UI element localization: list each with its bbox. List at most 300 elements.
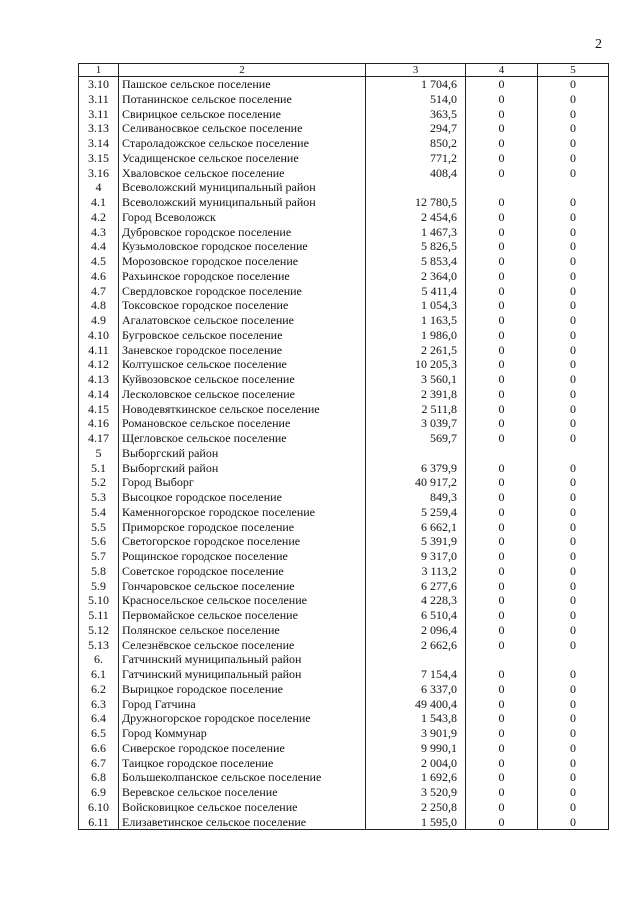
col5-value: 0 [538, 92, 609, 107]
col4-value [466, 180, 538, 195]
row-number: 3.15 [79, 151, 119, 166]
col4-value: 0 [466, 711, 538, 726]
row-number: 5.1 [79, 461, 119, 476]
settlement-name: Щегловское сельское поселение [119, 431, 366, 446]
col4-value: 0 [466, 800, 538, 815]
row-number: 4.3 [79, 225, 119, 240]
row-number: 5.10 [79, 593, 119, 608]
amount: 3 113,2 [366, 564, 466, 579]
amount: 2 662,6 [366, 638, 466, 653]
col5-value: 0 [538, 741, 609, 756]
header-col-2: 2 [119, 64, 366, 77]
settlement-name: Всеволожский муниципальный район [119, 195, 366, 210]
table-row [79, 475, 609, 490]
settlement-name: Селиваносвкое сельское поселение [119, 121, 366, 136]
col4-value: 0 [466, 387, 538, 402]
col5-value: 0 [538, 667, 609, 682]
settlement-name: Выборгский район [119, 446, 366, 461]
row-number: 6.8 [79, 770, 119, 785]
table-row [79, 756, 609, 771]
row-number: 6.3 [79, 697, 119, 712]
col4-value: 0 [466, 579, 538, 594]
col5-value: 0 [538, 298, 609, 313]
settlement-name: Войсковицкое сельское поселение [119, 800, 366, 815]
settlement-name: Высоцкое городское поселение [119, 490, 366, 505]
amount: 5 826,5 [366, 239, 466, 254]
row-number: 5 [79, 446, 119, 461]
col5-value: 0 [538, 549, 609, 564]
table-row [79, 579, 609, 594]
settlement-name: Рощинское городское поселение [119, 549, 366, 564]
amount: 5 853,4 [366, 254, 466, 269]
col5-value: 0 [538, 638, 609, 653]
table-row [79, 800, 609, 815]
settlement-name: Город Выборг [119, 475, 366, 490]
col5-value: 0 [538, 697, 609, 712]
row-number: 6.10 [79, 800, 119, 815]
settlement-name: Рахьинское городское поселение [119, 269, 366, 284]
settlement-name: Новодевяткинское сельское поселение [119, 402, 366, 417]
col4-value: 0 [466, 298, 538, 313]
amount: 3 901,9 [366, 726, 466, 741]
col4-value: 0 [466, 608, 538, 623]
row-number: 5.8 [79, 564, 119, 579]
row-number: 4.17 [79, 431, 119, 446]
settlement-name: Всеволожский муниципальный район [119, 180, 366, 195]
row-number: 4.12 [79, 357, 119, 372]
row-number: 5.4 [79, 505, 119, 520]
col5-value: 0 [538, 77, 609, 92]
col4-value: 0 [466, 564, 538, 579]
col4-value: 0 [466, 151, 538, 166]
amount: 5 259,4 [366, 505, 466, 520]
row-number: 4.8 [79, 298, 119, 313]
settlement-name: Полянское сельское поселение [119, 623, 366, 638]
settlement-name: Приморское городское поселение [119, 520, 366, 535]
col5-value: 0 [538, 313, 609, 328]
settlement-name: Свирицкое сельское поселение [119, 107, 366, 122]
row-number: 6.9 [79, 785, 119, 800]
amount: 1 704,6 [366, 77, 466, 92]
table-row [79, 682, 609, 697]
row-number: 6.6 [79, 741, 119, 756]
settlement-name: Усадищенское сельское поселение [119, 151, 366, 166]
amount: 1 163,5 [366, 313, 466, 328]
amount: 849,3 [366, 490, 466, 505]
col5-value: 0 [538, 726, 609, 741]
amount: 363,5 [366, 107, 466, 122]
row-number: 3.11 [79, 107, 119, 122]
col4-value: 0 [466, 416, 538, 431]
table-row [79, 490, 609, 505]
settlement-name: Веревское сельское поселение [119, 785, 366, 800]
amount: 5 411,4 [366, 284, 466, 299]
row-number: 6.4 [79, 711, 119, 726]
settlement-name: Свердловское городское поселение [119, 284, 366, 299]
settlement-name: Таицкое городское поселение [119, 756, 366, 771]
col4-value: 0 [466, 697, 538, 712]
settlement-name: Город Гатчина [119, 697, 366, 712]
col5-value: 0 [538, 431, 609, 446]
col5-value: 0 [538, 682, 609, 697]
table-row [79, 711, 609, 726]
col4-value: 0 [466, 166, 538, 181]
amount: 2 250,8 [366, 800, 466, 815]
col5-value: 0 [538, 593, 609, 608]
col5-value: 0 [538, 402, 609, 417]
row-number: 4.6 [79, 269, 119, 284]
col5-value: 0 [538, 608, 609, 623]
settlement-name: Староладожское сельское поселение [119, 136, 366, 151]
row-number: 6. [79, 652, 119, 667]
settlement-name: Куйвозовское сельское поселение [119, 372, 366, 387]
amount: 40 917,2 [366, 475, 466, 490]
settlement-name: Гатчинский муниципальный район [119, 667, 366, 682]
amount: 2 454,6 [366, 210, 466, 225]
col5-value: 0 [538, 254, 609, 269]
data-table [78, 63, 609, 830]
table-row [79, 564, 609, 579]
table-row [79, 225, 609, 240]
amount: 2 004,0 [366, 756, 466, 771]
col4-value: 0 [466, 520, 538, 535]
table-row [79, 372, 609, 387]
settlement-name: Город Коммунар [119, 726, 366, 741]
row-number: 6.11 [79, 815, 119, 830]
col4-value: 0 [466, 107, 538, 122]
col4-value: 0 [466, 505, 538, 520]
row-number: 6.1 [79, 667, 119, 682]
header-col-4: 4 [466, 64, 538, 77]
amount [366, 446, 466, 461]
col5-value: 0 [538, 210, 609, 225]
col4-value: 0 [466, 475, 538, 490]
row-number: 4.15 [79, 402, 119, 417]
col4-value: 0 [466, 534, 538, 549]
col5-value: 0 [538, 166, 609, 181]
settlement-name: Романовское сельское поселение [119, 416, 366, 431]
row-number: 5.2 [79, 475, 119, 490]
amount: 4 228,3 [366, 593, 466, 608]
amount: 9 990,1 [366, 741, 466, 756]
col5-value: 0 [538, 475, 609, 490]
settlement-name: Морозовское городское поселение [119, 254, 366, 269]
table-row [79, 121, 609, 136]
table-row [79, 726, 609, 741]
table-row [79, 77, 609, 92]
col5-value: 0 [538, 151, 609, 166]
settlement-name: Город Всеволожск [119, 210, 366, 225]
settlement-name: Дружногорское городское поселение [119, 711, 366, 726]
settlement-name: Селезнёвское сельское поселение [119, 638, 366, 653]
col4-value: 0 [466, 667, 538, 682]
col4-value: 0 [466, 623, 538, 638]
table-row [79, 195, 609, 210]
row-number: 3.14 [79, 136, 119, 151]
row-number: 5.9 [79, 579, 119, 594]
col4-value: 0 [466, 121, 538, 136]
col5-value: 0 [538, 520, 609, 535]
col5-value: 0 [538, 343, 609, 358]
col5-value: 0 [538, 239, 609, 254]
col4-value: 0 [466, 815, 538, 830]
table-row [79, 815, 609, 830]
col5-value: 0 [538, 107, 609, 122]
col5-value: 0 [538, 711, 609, 726]
amount: 2 391,8 [366, 387, 466, 402]
table-body [79, 77, 609, 830]
row-number: 4.16 [79, 416, 119, 431]
table-row [79, 357, 609, 372]
settlement-name: Выборгский район [119, 461, 366, 476]
col4-value: 0 [466, 593, 538, 608]
settlement-name: Сиверское городское поселение [119, 741, 366, 756]
col4-value: 0 [466, 284, 538, 299]
row-number: 5.13 [79, 638, 119, 653]
settlement-name: Заневское городское поселение [119, 343, 366, 358]
amount: 2 261,5 [366, 343, 466, 358]
amount: 49 400,4 [366, 697, 466, 712]
table-row [79, 210, 609, 225]
table-row [79, 180, 609, 195]
row-number: 5.7 [79, 549, 119, 564]
table-row [79, 534, 609, 549]
col5-value: 0 [538, 357, 609, 372]
table-row [79, 520, 609, 535]
amount: 1 595,0 [366, 815, 466, 830]
table-row [79, 770, 609, 785]
table-row [79, 505, 609, 520]
amount: 294,7 [366, 121, 466, 136]
col5-value: 0 [538, 770, 609, 785]
settlement-name: Агалатовское сельское поселение [119, 313, 366, 328]
col4-value: 0 [466, 195, 538, 210]
table-row [79, 549, 609, 564]
header-row [79, 64, 609, 77]
col4-value: 0 [466, 638, 538, 653]
settlement-name: Бугровское сельское поселение [119, 328, 366, 343]
header-col-1: 1 [79, 64, 119, 77]
col4-value: 0 [466, 136, 538, 151]
col5-value: 0 [538, 225, 609, 240]
col5-value: 0 [538, 328, 609, 343]
col4-value: 0 [466, 726, 538, 741]
table-row [79, 652, 609, 667]
col4-value [466, 652, 538, 667]
table-row [79, 328, 609, 343]
row-number: 4.7 [79, 284, 119, 299]
row-number: 4.9 [79, 313, 119, 328]
row-number: 6.2 [79, 682, 119, 697]
col4-value: 0 [466, 343, 538, 358]
settlement-name: Гончаровское сельское поселение [119, 579, 366, 594]
row-number: 4.10 [79, 328, 119, 343]
row-number: 6.7 [79, 756, 119, 771]
settlement-name: Пашское сельское поселение [119, 77, 366, 92]
col4-value: 0 [466, 682, 538, 697]
amount: 5 391,9 [366, 534, 466, 549]
row-number: 3.16 [79, 166, 119, 181]
col4-value: 0 [466, 357, 538, 372]
settlement-name: Светогорское городское поселение [119, 534, 366, 549]
col5-value: 0 [538, 136, 609, 151]
table-row [79, 343, 609, 358]
amount: 850,2 [366, 136, 466, 151]
amount: 1 543,8 [366, 711, 466, 726]
settlement-name: Гатчинский муниципальный район [119, 652, 366, 667]
table-row [79, 638, 609, 653]
row-number: 5.12 [79, 623, 119, 638]
col4-value: 0 [466, 741, 538, 756]
table-row [79, 136, 609, 151]
col4-value: 0 [466, 372, 538, 387]
col5-value [538, 180, 609, 195]
amount: 6 379,9 [366, 461, 466, 476]
header-col-5: 5 [538, 64, 609, 77]
col5-value: 0 [538, 756, 609, 771]
table-row [79, 461, 609, 476]
col5-value: 0 [538, 534, 609, 549]
col4-value: 0 [466, 756, 538, 771]
settlement-name: Хваловское сельское поселение [119, 166, 366, 181]
amount: 1 986,0 [366, 328, 466, 343]
row-number: 3.13 [79, 121, 119, 136]
table-row [79, 608, 609, 623]
table-row [79, 431, 609, 446]
row-number: 4.13 [79, 372, 119, 387]
col4-value: 0 [466, 549, 538, 564]
row-number: 3.10 [79, 77, 119, 92]
table-row [79, 416, 609, 431]
col4-value: 0 [466, 77, 538, 92]
col5-value: 0 [538, 387, 609, 402]
col4-value: 0 [466, 269, 538, 284]
col5-value: 0 [538, 505, 609, 520]
row-number: 5.5 [79, 520, 119, 535]
col4-value: 0 [466, 328, 538, 343]
table-row [79, 151, 609, 166]
col5-value: 0 [538, 623, 609, 638]
row-number: 4.2 [79, 210, 119, 225]
settlement-name: Большеколпанское сельское поселение [119, 770, 366, 785]
amount: 2 096,4 [366, 623, 466, 638]
col5-value: 0 [538, 579, 609, 594]
amount: 569,7 [366, 431, 466, 446]
settlement-name: Лесколовское сельское поселение [119, 387, 366, 402]
amount: 1 692,6 [366, 770, 466, 785]
settlement-name: Токсовское городское поселение [119, 298, 366, 313]
settlement-name: Кузьмоловское городское поселение [119, 239, 366, 254]
table-row [79, 298, 609, 313]
table-row [79, 623, 609, 638]
table-row [79, 269, 609, 284]
col4-value: 0 [466, 770, 538, 785]
amount: 771,2 [366, 151, 466, 166]
amount: 1 054,3 [366, 298, 466, 313]
amount: 1 467,3 [366, 225, 466, 240]
col4-value: 0 [466, 254, 538, 269]
header-col-3: 3 [366, 64, 466, 77]
col4-value: 0 [466, 461, 538, 476]
table-row [79, 284, 609, 299]
settlement-name: Первомайское сельское поселение [119, 608, 366, 623]
amount: 10 205,3 [366, 357, 466, 372]
settlement-name: Елизаветинское сельское поселение [119, 815, 366, 830]
amount: 9 317,0 [366, 549, 466, 564]
col5-value: 0 [538, 121, 609, 136]
amount: 2 511,8 [366, 402, 466, 417]
col4-value: 0 [466, 92, 538, 107]
col5-value [538, 652, 609, 667]
table-row [79, 741, 609, 756]
page-number: 2 [595, 37, 602, 52]
amount: 6 510,4 [366, 608, 466, 623]
col4-value: 0 [466, 490, 538, 505]
amount: 3 039,7 [366, 416, 466, 431]
amount [366, 652, 466, 667]
row-number: 5.3 [79, 490, 119, 505]
table-row [79, 313, 609, 328]
col5-value: 0 [538, 564, 609, 579]
col5-value: 0 [538, 269, 609, 284]
row-number: 5.11 [79, 608, 119, 623]
amount: 3 520,9 [366, 785, 466, 800]
table-row [79, 107, 609, 122]
settlement-name: Дубровское городское поселение [119, 225, 366, 240]
amount: 2 364,0 [366, 269, 466, 284]
amount: 6 337,0 [366, 682, 466, 697]
table-row [79, 387, 609, 402]
row-number: 4.11 [79, 343, 119, 358]
col5-value: 0 [538, 372, 609, 387]
table-row [79, 667, 609, 682]
settlement-name: Вырицкое городское поселение [119, 682, 366, 697]
row-number: 5.6 [79, 534, 119, 549]
table-row [79, 92, 609, 107]
amount: 12 780,5 [366, 195, 466, 210]
col5-value: 0 [538, 461, 609, 476]
settlement-name: Красносельское сельское поселение [119, 593, 366, 608]
settlement-name: Потанинское сельское поселение [119, 92, 366, 107]
amount: 3 560,1 [366, 372, 466, 387]
col4-value: 0 [466, 239, 538, 254]
amount: 6 277,6 [366, 579, 466, 594]
col5-value: 0 [538, 785, 609, 800]
row-number: 4.5 [79, 254, 119, 269]
row-number: 4 [79, 180, 119, 195]
table-row [79, 697, 609, 712]
col4-value: 0 [466, 785, 538, 800]
col5-value: 0 [538, 284, 609, 299]
table-row [79, 254, 609, 269]
col5-value: 0 [538, 195, 609, 210]
col5-value: 0 [538, 416, 609, 431]
col4-value: 0 [466, 402, 538, 417]
row-number: 3.11 [79, 92, 119, 107]
table-row [79, 402, 609, 417]
col4-value: 0 [466, 313, 538, 328]
amount: 514,0 [366, 92, 466, 107]
settlement-name: Колтушское сельское поселение [119, 357, 366, 372]
table-row [79, 166, 609, 181]
table-row [79, 785, 609, 800]
amount [366, 180, 466, 195]
col4-value: 0 [466, 210, 538, 225]
amount: 7 154,4 [366, 667, 466, 682]
settlement-name: Советское городское поселение [119, 564, 366, 579]
amount: 6 662,1 [366, 520, 466, 535]
amount: 408,4 [366, 166, 466, 181]
